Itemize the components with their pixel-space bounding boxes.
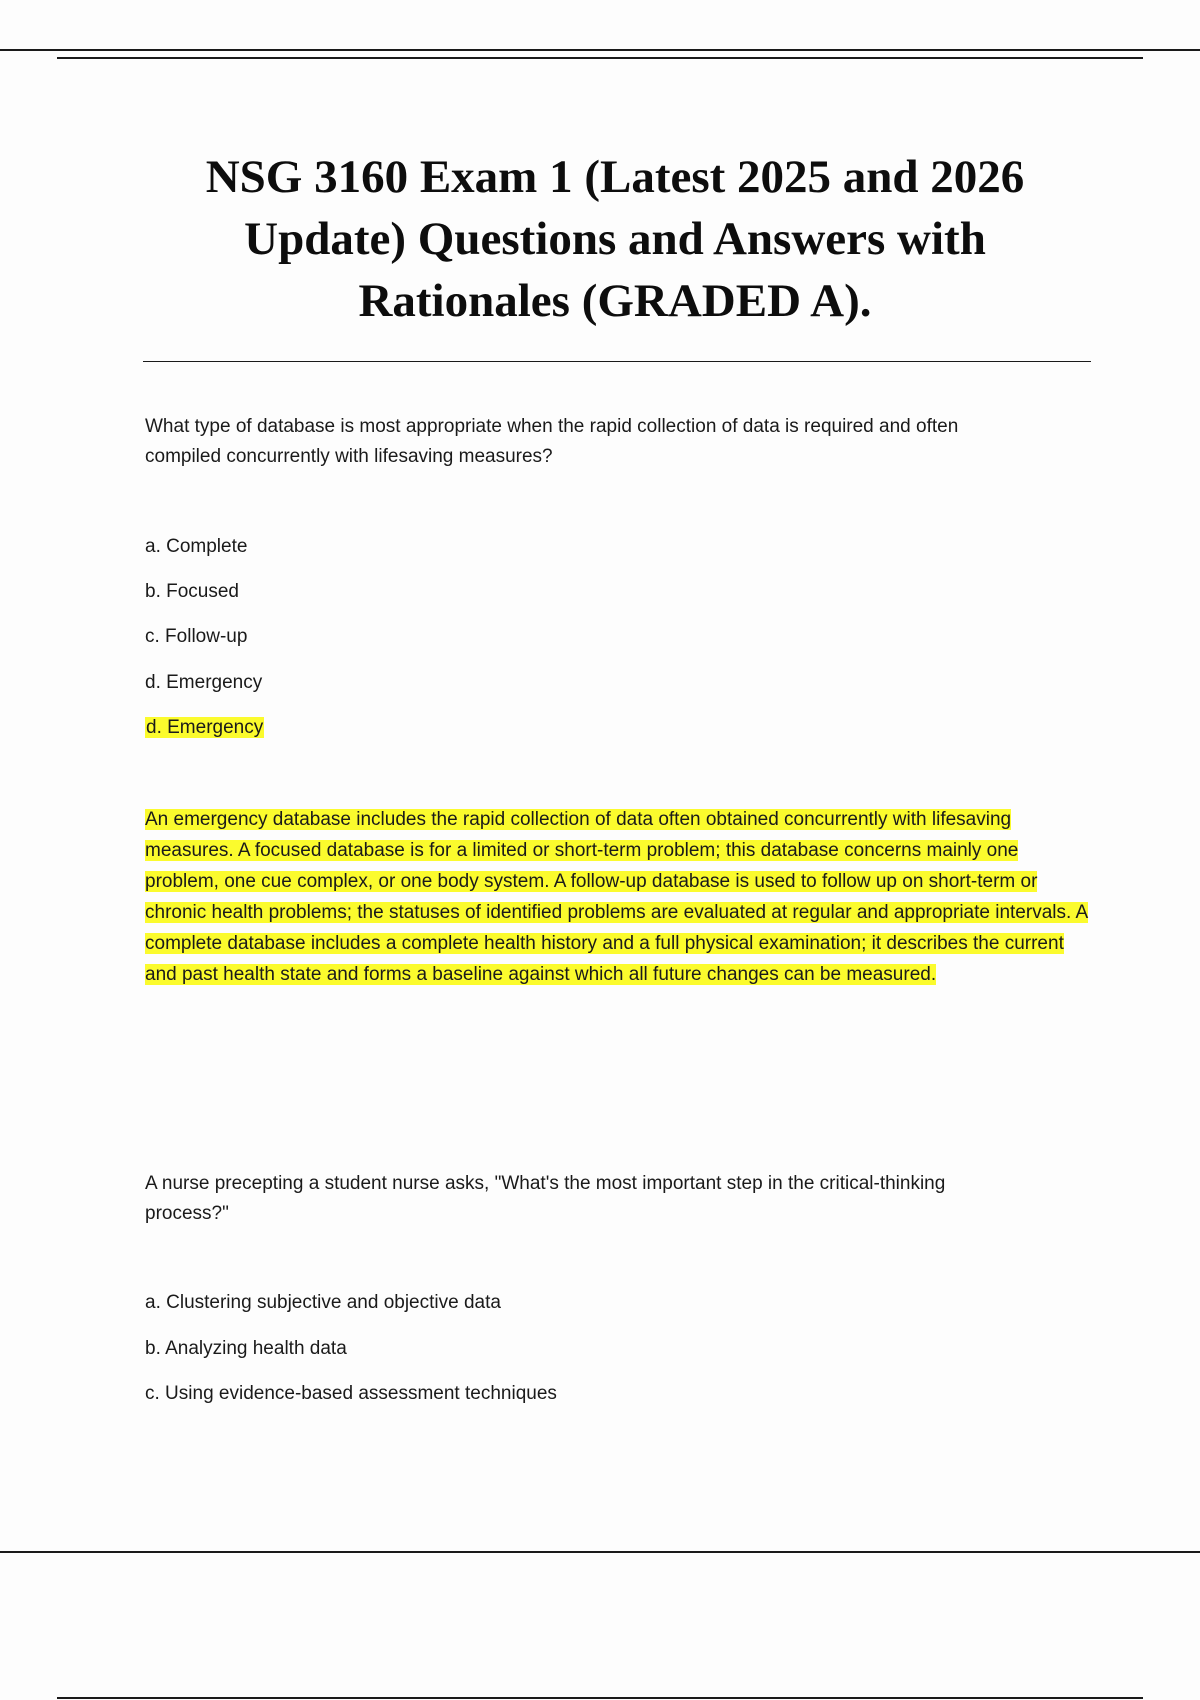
- question-1-stem-line-1: What type of database is most appropriate when the rapid collection of data is required and often: [145, 416, 959, 437]
- question-1-stem-line-2: compiled concurrently with lifesaving measures?: [145, 446, 553, 467]
- title-underline-rule: [143, 361, 1091, 362]
- question-1-option-b: b. Focused: [145, 581, 239, 602]
- top-border-rule: [0, 49, 1200, 51]
- title-line-3: Rationales (GRADED A).: [358, 275, 872, 327]
- header-rule: [57, 57, 1143, 59]
- question-2-stem: [145, 1169, 945, 1229]
- question-2-option-a: a. Clustering subjective and objective data: [145, 1292, 501, 1313]
- question-1-rationale-text: An emergency database includes the rapid collection of data often obtained concurrently with lifesaving measures. A focused database is for a limited or short-term problem; this database concerns mainly one problem, one cue complex, or one body system. A follow-up database is used to follow up on short-term or chronic health problems; the statuses of identified problems are evaluated at regular and appropriate intervals. A complete database includes a complete health history and a full physical examination; it describes the current and past health state and forms a baseline against which all future changes can be measured.: [145, 809, 1089, 985]
- question-2-option-c: c. Using evidence-based assessment techniques: [145, 1383, 557, 1404]
- question-1-answer-highlight: d. Emergency: [146, 717, 264, 738]
- title-line-2: Update) Questions and Answers with: [244, 213, 986, 265]
- question-2-option-b: b. Analyzing health data: [145, 1338, 347, 1359]
- document-title: [140, 146, 1090, 332]
- question-1-option-d: d. Emergency: [145, 672, 263, 693]
- question-1-option-c: c. Follow-up: [145, 626, 248, 647]
- question-1-stem: [145, 412, 958, 472]
- question-1-answer: [145, 715, 264, 741]
- bottom-page-rule: [57, 1697, 1143, 1699]
- question-2-stem-line-1: A nurse precepting a student nurse asks, "What's the most important step in the critical-thinking: [145, 1173, 946, 1194]
- footer-border-rule: [0, 1551, 1200, 1553]
- title-line-1: NSG 3160 Exam 1 (Latest 2025 and 2026: [205, 151, 1025, 203]
- question-1-option-a: a. Complete: [145, 536, 248, 557]
- question-1-rationale: [145, 804, 1090, 990]
- question-2-stem-line-2: process?": [145, 1203, 229, 1224]
